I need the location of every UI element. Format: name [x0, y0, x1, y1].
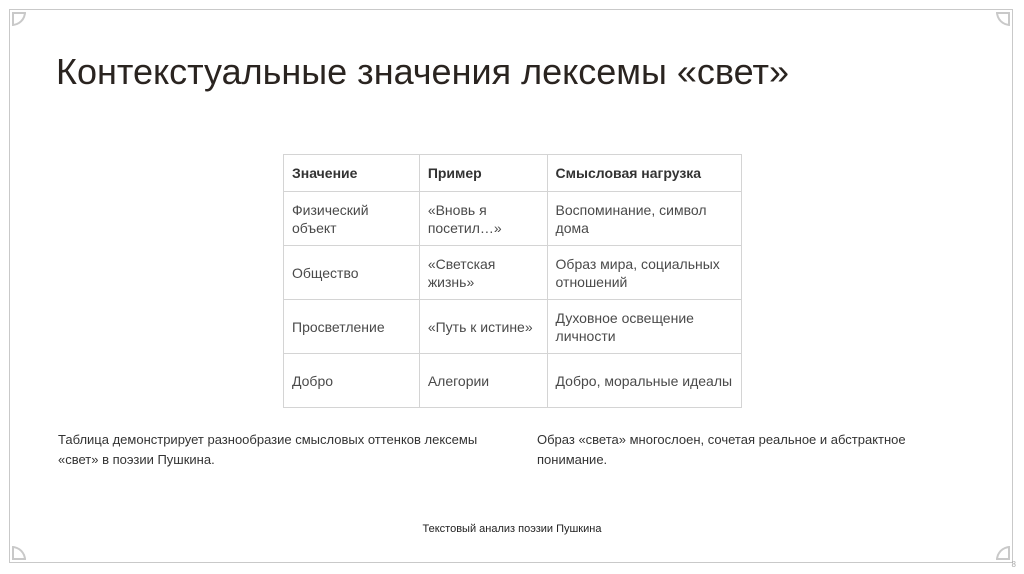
frame-corner-ornament [12, 546, 26, 560]
table-cell-example: «Вновь я посетил…» [419, 192, 547, 246]
frame-corner-ornament [996, 12, 1010, 26]
slide-title: Контекстуальные значения лексемы «свет» [56, 51, 789, 92]
table-cell-example: Алегории [419, 354, 547, 408]
table-header-row [284, 155, 742, 192]
table-cell-semantic-load: Добро, моральные идеалы [547, 354, 741, 408]
table-row [284, 300, 742, 354]
table-cell-meaning: Физический объект [284, 192, 420, 246]
table-description-note: Таблица демонстрирует разнообразие смысловых оттенков лексемы «свет» в поэзии Пушкина. [58, 432, 478, 467]
table-row [284, 354, 742, 408]
column-header-example: Пример [419, 155, 547, 192]
table-cell-semantic-load: Образ мира, социальных отношений [547, 246, 741, 300]
frame-corner-ornament [996, 546, 1010, 560]
table-cell-example: «Светская жизнь» [419, 246, 547, 300]
table-cell-example: «Путь к истине» [419, 300, 547, 354]
table-row [284, 192, 742, 246]
meanings-table [283, 154, 742, 408]
column-header-meaning: Значение [284, 155, 420, 192]
slide-footer: Текстовый анализ поэзии Пушкина [422, 523, 602, 535]
table-row [284, 246, 742, 300]
conclusion-note: Образ «света» многослоен, сочетая реальное и абстрактное понимание. [537, 432, 906, 467]
table-cell-meaning: Добро [284, 354, 420, 408]
frame-corner-ornament [12, 12, 26, 26]
page-number: 8 [1011, 560, 1016, 569]
table-cell-meaning: Общество [284, 246, 420, 300]
column-header-semantic-load: Смысловая нагрузка [547, 155, 741, 192]
table-cell-semantic-load: Воспоминание, символ дома [547, 192, 741, 246]
table-cell-meaning: Просветление [284, 300, 420, 354]
table-cell-semantic-load: Духовное освещение личности [547, 300, 741, 354]
